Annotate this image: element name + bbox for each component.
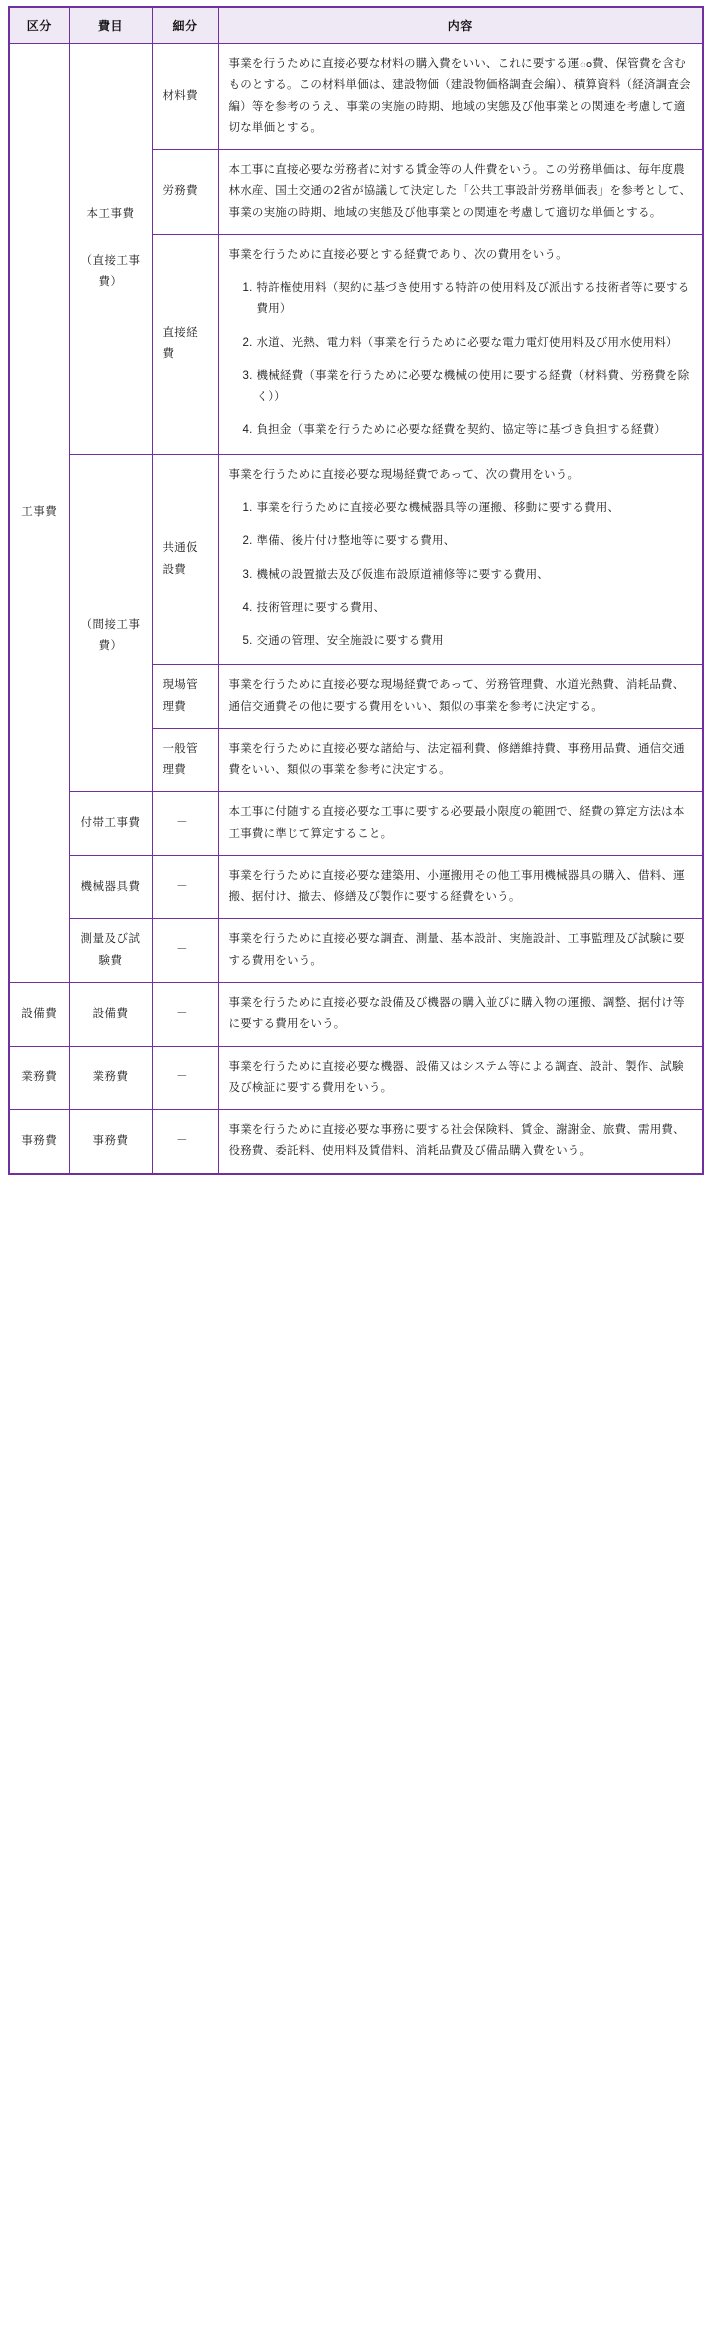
- cell-saibun-dash: －: [152, 1046, 218, 1110]
- cell-saibun-zairyouhi: 材料費: [152, 44, 218, 150]
- cell-saibun-roumuhi: 労務費: [152, 150, 218, 235]
- cell-himoku-sokuryou: 測量及び試験費: [69, 919, 152, 983]
- list-item: 準備、後片付け整地等に要する費用、: [256, 535, 456, 548]
- list-item: 負担金（事業を行うために必要な経費を契約、協定等に基づき負担する経費）: [256, 424, 666, 437]
- list-item: 機械経費（事業を行うために必要な機械の使用に要する経費（材料費、労務費を除く））: [256, 369, 690, 404]
- list-item: 技術管理に要する費用、: [256, 601, 386, 614]
- naiyo-text: 本工事に付随する直接必要な工事に要する必要最小限度の範囲で、経費の算定方法は本工事費に準じて算定すること。: [228, 806, 685, 840]
- cell-saibun-chokusetsukeihi: 直接経費: [152, 234, 218, 454]
- himoku-main-label: 本工事費: [86, 207, 135, 220]
- table-row: [9, 982, 703, 1046]
- column-header-saibun: 細分: [152, 7, 218, 44]
- cell-naiyo-chokusetsukeihi: [218, 234, 703, 454]
- naiyo-text: 事業を行うために直接必要な諸給与、法定福利費、修繕維持費、事務用品費、通信交通費をいい、類似の事業を参考に決定する。: [228, 742, 685, 777]
- naiyo-text: 事業を行うために直接必要な現場経費であって、次の費用をいう。: [228, 468, 580, 481]
- naiyo-text: 事業を行うために直接必要な建築用、小運搬用その他工事用機械器具の購入、借料、運搬、据付け、撤去、修繕及び製作に要する経費をいう。: [228, 869, 685, 904]
- cell-himoku-jimuhi: 事務費: [69, 1110, 152, 1174]
- column-header-naiyo: 内容: [218, 7, 703, 44]
- cell-saibun-dash: －: [152, 1110, 218, 1174]
- cell-saibun-dash: －: [152, 792, 218, 856]
- cell-saibun-kyoutsuukasetsuhi: 共通仮設費: [152, 454, 218, 665]
- cell-naiyo-sokuryou: [218, 919, 703, 983]
- cell-saibun-dash: －: [152, 855, 218, 919]
- naiyo-item-list: [229, 498, 693, 652]
- table-row: [9, 454, 703, 665]
- himoku-sub-label: （直接工事費）: [80, 255, 141, 289]
- cell-kubun-koujihi: 工事費: [9, 44, 69, 983]
- naiyo-text: 事業を行うために直接必要な設備及び機器の購入並びに購入物の運搬、調整、据付け等に要する費用をいう。: [228, 996, 685, 1031]
- naiyo-item-list: [229, 278, 693, 442]
- cell-naiyo-futaikoujihi: [218, 792, 703, 856]
- table-row: [9, 44, 703, 150]
- naiyo-text: 事業を行うために直接必要な材料の購入費をいい、これに要する運ం費、保管費を含むものとする。この材料単価は、建設物価（建設物価格調査会編）、積算資料（経済調査会編）等を参考のうえ、事業の実施の時期、地域の実態及び他事業との関連を考慮して適切な単価とする。: [228, 58, 691, 134]
- list-item: 水道、光熱、電力料（事業を行うために必要な電力電灯使用料及び用水使用料）: [256, 336, 678, 349]
- naiyo-text: 本工事に直接必要な労務者に対する賃金等の人件費をいう。この労務単価は、毎年度農林水産、国土交通の2省が協議して決定した「公共工事設計労務単価表」を参考として、事業の実施の時期、地域の実態及び他事業との関連を考慮して適切な単価とする。: [228, 164, 692, 219]
- cell-himoku-futaikoujihi: 付帯工事費: [69, 792, 152, 856]
- table-row: [9, 1110, 703, 1174]
- table-row: [9, 919, 703, 983]
- naiyo-text: 事業を行うために直接必要な機器、設備又はシステム等による調査、設計、製作、試験及び検証に要する費用をいう。: [228, 1060, 684, 1094]
- table-header-row: [9, 7, 703, 44]
- cell-naiyo-gyoumuhi: [218, 1046, 703, 1110]
- cell-kubun-setsubihi: 設備費: [9, 982, 69, 1046]
- cell-saibun-dash: －: [152, 919, 218, 983]
- cell-naiyo-kikaikigu: [218, 855, 703, 919]
- table-row: [9, 792, 703, 856]
- list-item: 特許権使用料（契約に基づき使用する特許の使用料及び派出する技術者等に要する費用）: [256, 282, 690, 316]
- column-header-himoku: 費目: [69, 7, 152, 44]
- himoku-sub-label: （間接工事費）: [80, 618, 141, 653]
- list-item: 事業を行うために直接必要な機械器具等の運搬、移動に要する費用、: [256, 501, 620, 514]
- cell-naiyo-jimuhi: [218, 1110, 703, 1174]
- cell-saibun-ippankanrihi: 一般管理費: [152, 728, 218, 792]
- column-header-kubun: 区分: [9, 7, 69, 44]
- list-item: 機械の設置撤去及び仮進布設原道補修等に要する費用、: [256, 568, 549, 581]
- cost-classification-table: [8, 6, 704, 1175]
- table-row: [9, 1046, 703, 1110]
- cell-himoku-kansetsukoujihi: [69, 454, 152, 792]
- cell-naiyo-kyoutsuukasetsuhi: [218, 454, 703, 665]
- list-item: 交通の管理、安全施設に要する費用: [256, 635, 444, 648]
- cell-himoku-kikaikigu: 機械器具費: [69, 855, 152, 919]
- naiyo-text: 事業を行うために直接必要な調査、測量、基本設計、実施設計、工事監理及び試験に要する費用をいう。: [228, 933, 685, 967]
- cell-kubun-jimuhi: 事務費: [9, 1110, 69, 1174]
- cell-saibun-genbakanrihi: 現場管理費: [152, 665, 218, 729]
- cell-himoku-setsubihi: 設備費: [69, 982, 152, 1046]
- naiyo-text: 事業を行うために直接必要な現場経費であって、労務管理費、水道光熱費、消耗品費、通信交通費その他に要する費用をいい、類似の事業を参考に決定する。: [228, 679, 685, 713]
- cell-naiyo-setsubihi: [218, 982, 703, 1046]
- cell-kubun-gyoumuhi: 業務費: [9, 1046, 69, 1110]
- cell-saibun-dash: －: [152, 982, 218, 1046]
- naiyo-text: 事業を行うために直接必要な事務に要する社会保険料、賃金、謝謝金、旅費、需用費、役務費、委託料、使用料及賃借料、消耗品費及び備品購入費をいう。: [228, 1124, 685, 1158]
- cell-himoku-gyoumuhi: 業務費: [69, 1046, 152, 1110]
- cell-naiyo-zairyouhi: [218, 44, 703, 150]
- cell-naiyo-ippankanrihi: [218, 728, 703, 792]
- table-row: [9, 855, 703, 919]
- cell-naiyo-roumuhi: [218, 150, 703, 235]
- cell-naiyo-genbakanrihi: [218, 665, 703, 729]
- cell-himoku-honkoujihi: [69, 44, 152, 455]
- naiyo-text: 事業を行うために直接必要とする経費であり、次の費用をいう。: [228, 248, 568, 261]
